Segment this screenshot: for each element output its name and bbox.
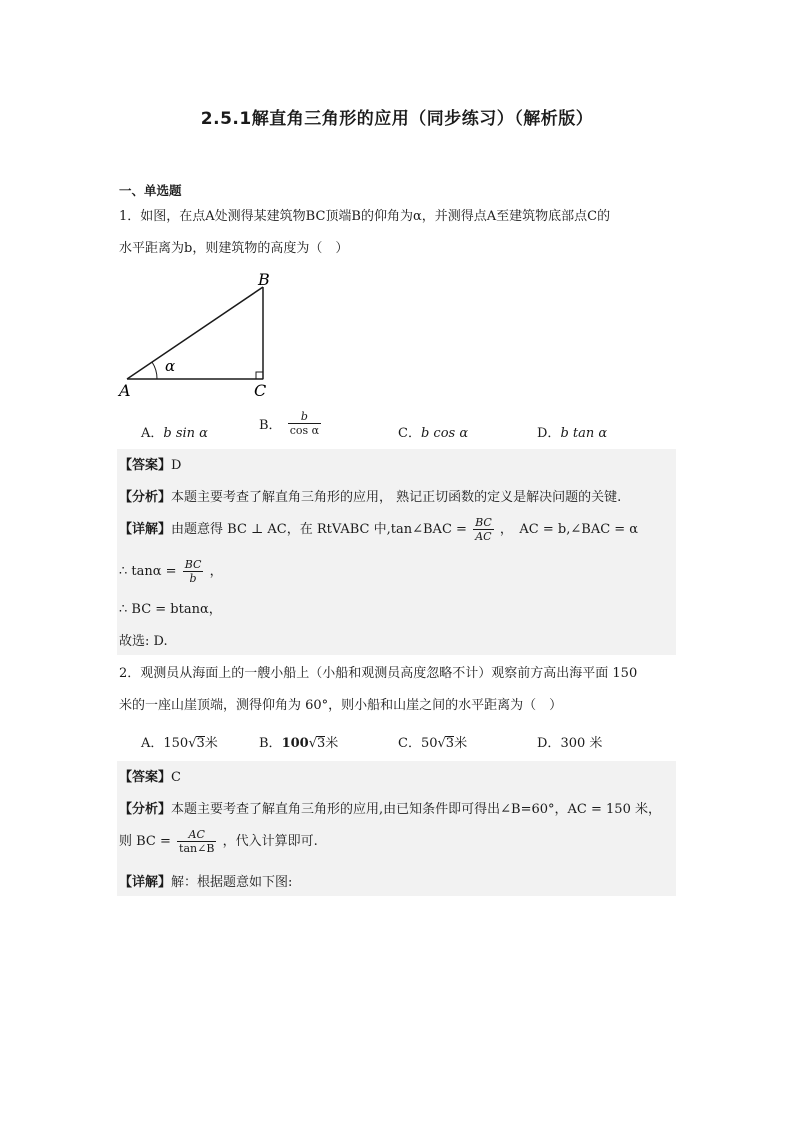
q1-detail-line2: ∴ tanα = $\frac{BC}{b}$ ， bbox=[119, 558, 223, 585]
q2-stem-line1: 2．观测员从海面上的一艘小船上（小船和观测员高度忽略不计）观察前方高出海平面 150 bbox=[119, 666, 638, 681]
q1-option-b: B． $\frac{b}{\text{cos α}}$ bbox=[259, 410, 320, 437]
q2-stem-line2: 米的一座山崖顶端，测得仰角为 60°，则小船和山崖之间的水平距离为（ ） bbox=[119, 698, 563, 713]
q2-option-d: D．300 米 bbox=[537, 736, 603, 751]
q1-analysis: 【分析】本题主要考查了解直角三角形的应用， 熟记正切函数的定义是解决问题的关键. bbox=[119, 490, 622, 505]
q1-answer: 【答案】D bbox=[119, 458, 182, 473]
section-heading: 一、单选题 bbox=[119, 183, 182, 198]
label-c: C bbox=[254, 381, 267, 400]
q1-detail-line1: 【详解】由题意得 BC ⊥ AC，在 RtVABC 中,tan∠BAC = $\frac{BC}{AC}$ ， AC = b,∠BAC = α bbox=[119, 516, 639, 543]
q1-triangle-figure bbox=[115, 268, 285, 403]
q1-stem-line2: 水平距离为b，则建筑物的高度为（ ） bbox=[119, 241, 349, 256]
page-title: 2.5.1解直角三角形的应用（同步练习）（解析版） bbox=[200, 109, 594, 129]
q1-detail-line3: ∴ BC = btanα， bbox=[119, 602, 222, 617]
q1-option-d: D．b tan α bbox=[537, 426, 608, 441]
q2-answer: 【答案】C bbox=[119, 770, 181, 785]
label-a: A bbox=[119, 381, 131, 400]
q1-solution-box bbox=[117, 449, 676, 655]
q2-analysis: 【分析】本题主要考查了解直角三角形的应用,由已知条件即可得出∠B=60°，AC = 150 米， bbox=[119, 802, 661, 817]
q2-analysis-line2: 则 BC = $\frac{AC}{\tan\angle B}$ ，代入计算即可. bbox=[119, 828, 318, 855]
angle-alpha-label: α bbox=[165, 357, 176, 375]
q2-option-b: B．100√3米 bbox=[259, 736, 339, 751]
q2-option-c: C．50√3米 bbox=[398, 736, 468, 751]
q1-option-c: C．b cos α bbox=[398, 426, 469, 441]
q2-detail: 【详解】解：根据题意如下图: bbox=[119, 875, 293, 890]
q1-option-a: A．b sin α bbox=[141, 426, 208, 441]
q1-stem-line1: 1．如图，在点A处测得某建筑物BC顶端B的仰角为α，并测得点A至建筑物底部点C的 bbox=[119, 209, 611, 224]
q2-option-a: A．150√3米 bbox=[141, 736, 218, 751]
label-b: B bbox=[258, 270, 270, 289]
q1-detail-line4: 故选: D. bbox=[119, 634, 168, 649]
